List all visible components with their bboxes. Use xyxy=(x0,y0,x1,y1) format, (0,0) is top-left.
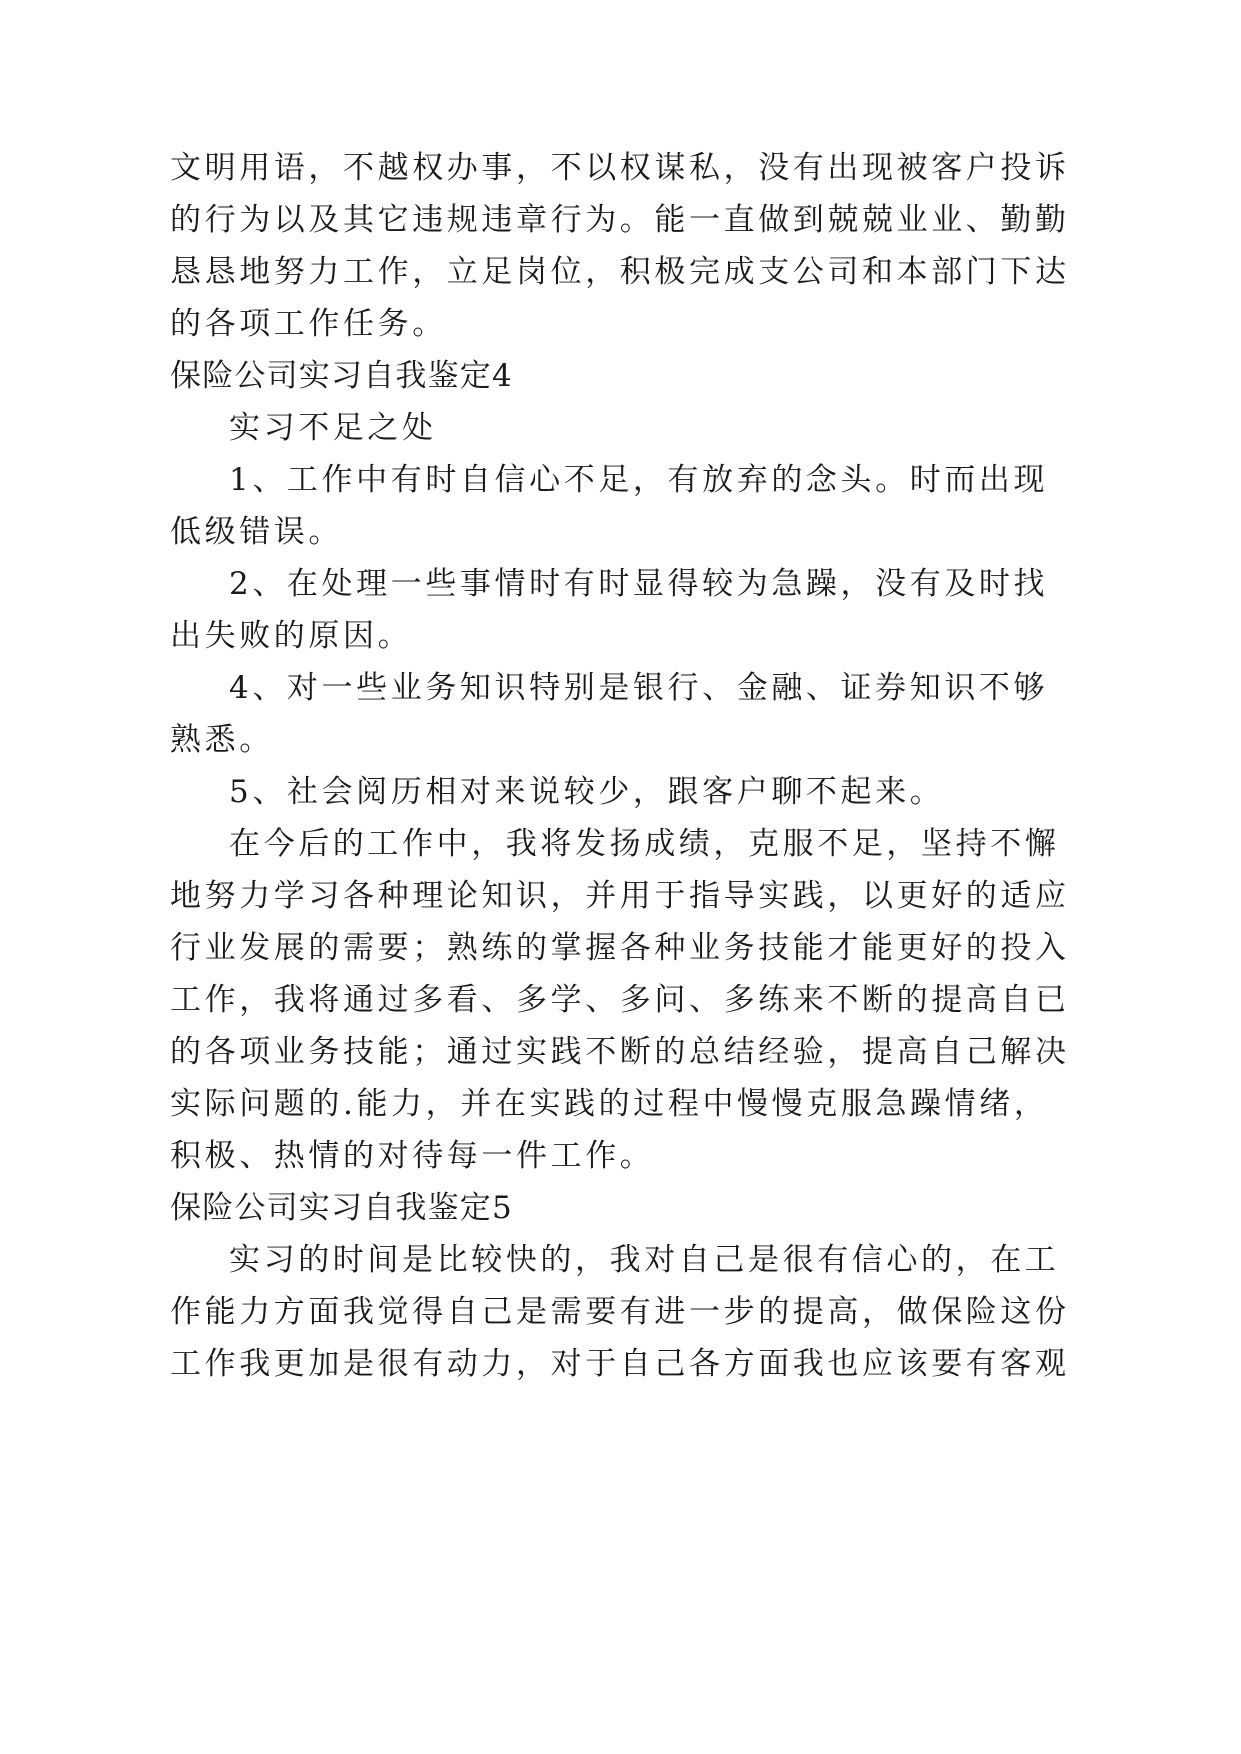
paragraph-line: 文明用语，不越权办事，不以权谋私，没有出现被客户投诉 xyxy=(170,150,1070,186)
paragraph-line: 的行为以及其它违规违章行为。能一直做到兢兢业业、勤勤 xyxy=(170,202,1070,238)
paragraph-line: 工作我更加是很有动力，对于自己各方面我也应该要有客观 xyxy=(170,1346,1070,1382)
section-heading: 保险公司实习自我鉴定4 xyxy=(170,358,513,394)
paragraph-line: 恳恳地努力工作，立足岗位，积极完成支公司和本部门下达 xyxy=(170,254,1070,290)
paragraph-line: 积极、热情的对待每一件工作。 xyxy=(170,1138,655,1174)
paragraph-line: 的各项工作任务。 xyxy=(170,306,447,342)
section-heading: 保险公司实习自我鉴定5 xyxy=(170,1190,513,1226)
paragraph-line: 低级错误。 xyxy=(170,514,343,550)
list-item: 2、在处理一些事情时有时显得较为急躁，没有及时找 xyxy=(229,566,1049,602)
list-item: 5、社会阅历相对来说较少，跟客户聊不起来。 xyxy=(229,774,945,810)
paragraph-line: 作能力方面我觉得自己是需要有进一步的提高，做保险这份 xyxy=(170,1294,1070,1330)
paragraph-line: 实际问题的.能力，并在实践的过程中慢慢克服急躁情绪， xyxy=(170,1086,1049,1122)
paragraph-line: 出失败的原因。 xyxy=(170,618,413,654)
list-item: 1、工作中有时自信心不足，有放弃的念头。时而出现 xyxy=(229,462,1049,498)
paragraph-line: 熟悉。 xyxy=(170,722,274,758)
subsection-title: 实习不足之处 xyxy=(229,410,437,446)
paragraph-line: 实习的时间是比较快的，我对自己是很有信心的，在工 xyxy=(229,1242,1060,1278)
paragraph-line: 工作，我将通过多看、多学、多问、多练来不断的提高自已 xyxy=(170,982,1070,1018)
paragraph-line: 在今后的工作中，我将发扬成绩，克服不足，坚持不懈 xyxy=(229,826,1060,862)
paragraph-line: 行业发展的需要；熟练的掌握各种业务技能才能更好的投入 xyxy=(170,930,1070,966)
paragraph-line: 的各项业务技能；通过实践不断的总结经验，提高自己解决 xyxy=(170,1034,1070,1070)
paragraph-line: 地努力学习各种理论知识，并用于指导实践，以更好的适应 xyxy=(170,878,1070,914)
list-item: 4、对一些业务知识特别是银行、金融、证券知识不够 xyxy=(229,670,1049,706)
